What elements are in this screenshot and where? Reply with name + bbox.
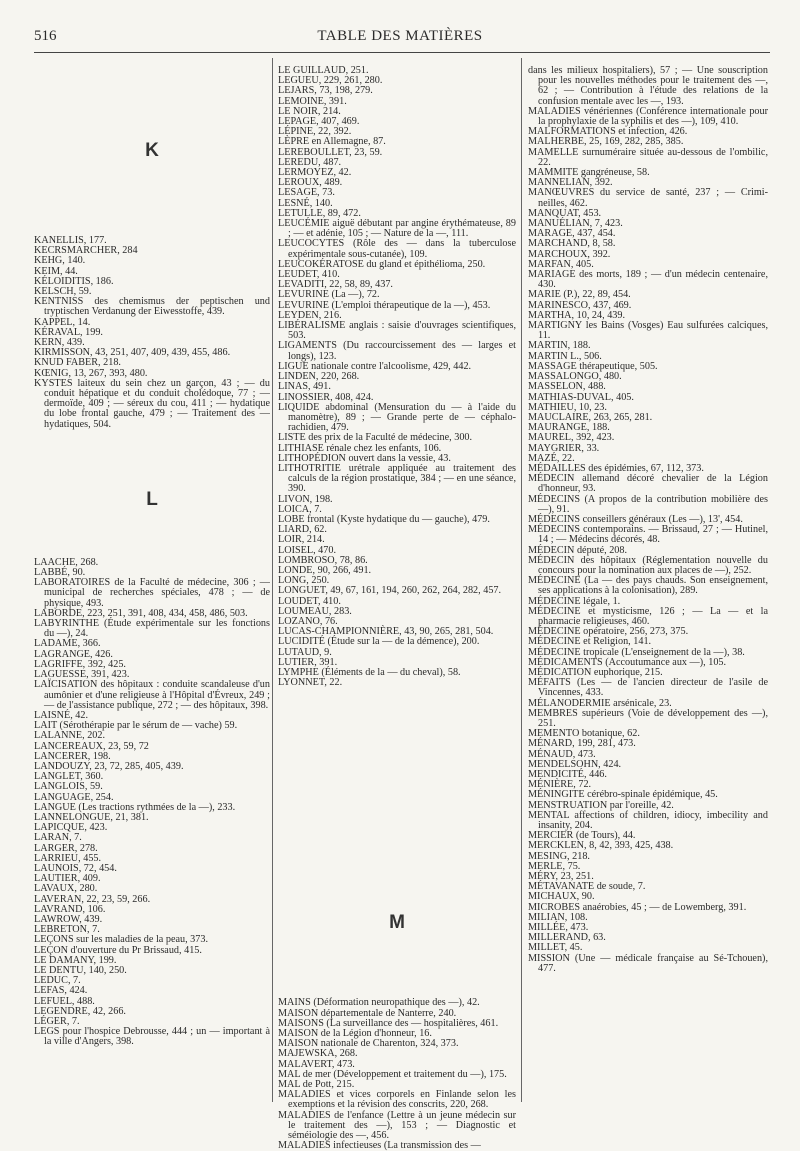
index-entry: LEGENDRE, 42, 266. — [34, 1005, 126, 1017]
index-entry: LITHOTRITIE urétrale appliquée au traitement des calculs de la région prostatique, 384 ; — en une séance, 390. — [278, 462, 516, 495]
index-entry: LIGUE nationale contre l'alcoolisme, 429, 442. — [278, 360, 472, 372]
index-entry: MILLÉE, 473. — [528, 922, 589, 934]
index-entry: LANNELONGUE, 21, 381. — [34, 811, 149, 823]
index-entry: MALHERBE, 25, 169, 282, 285, 385. — [528, 136, 684, 148]
index-entry: MARTIGNY les Bains (Vosges) Eau sulfurées calciques, 11. — [528, 320, 768, 342]
index-entry: LANGUAGE, 254. — [34, 791, 114, 803]
index-entry: LINAS, 491. — [278, 381, 331, 393]
index-entry: MÉDECINE tropicale (L'enseignement de la —), 38. — [528, 646, 745, 658]
index-entry: LEBRETON, 7. — [34, 924, 100, 936]
index-entry: KANELLIS, 177. — [34, 235, 107, 246]
index-entry: LIBÉRALISME anglais : saisie d'ouvrages scientifiques, 503. — [278, 320, 516, 342]
index-entry: MÉDECINS conseillers généraux (Les —), 13', 454. — [528, 513, 743, 525]
index-entry: MAUREL, 392, 423. — [528, 432, 615, 444]
index-entry: MAISONS (La surveillance des — hospitalières, 461. — [278, 1017, 499, 1029]
index-entry: MÉDAILLES des épidémies, 67, 112, 373. — [528, 462, 704, 474]
index-entry: MÉNIÈRE, 72. — [528, 779, 592, 791]
index-entry: MARTHA, 10, 24, 439. — [528, 309, 626, 321]
index-entry: MAISON nationale de Charenton, 324, 373. — [278, 1038, 459, 1050]
index-entry: LEFAS, 424. — [34, 985, 88, 997]
index-entry: KEHG, 140. — [34, 255, 86, 267]
index-entry: MATHIEU, 10, 23. — [528, 401, 607, 413]
index-column-1 — [34, 66, 270, 1048]
index-entry: MÉLANODERMIE arsénicale, 23. — [528, 697, 672, 709]
index-entry: LITHIASE rénale chez les enfants, 106. — [278, 442, 442, 454]
index-entry: LOICA, 7. — [278, 503, 322, 515]
index-entry: LEJARS, 73, 198, 279. — [278, 85, 373, 97]
header-rule — [34, 52, 770, 53]
index-entry: LEVURINE (La —), 72. — [278, 289, 380, 301]
index-entry: KYSTES laiteux du sein chez un garçon, 43 ; — du conduit hépatique et du conduit cholédoque, 77 ; — dermoïde, 409 ; — séreux du cou, 411 ; — hydatique du lobe frontal gauche, 479 ; — Traitement des — hydatiques, 504. — [34, 377, 270, 430]
index-entry: MALAVERT, 473. — [278, 1058, 355, 1070]
index-entry: MAZÉ, 22. — [528, 452, 575, 464]
index-entry: LAGRIFFE, 392, 425. — [34, 658, 126, 670]
page-header — [0, 28, 800, 50]
index-entry: MILIAN, 108. — [528, 911, 588, 923]
index-entry: MALFORMATIONS et infection, 426. — [528, 126, 688, 138]
index-entry: KECRSMARCHER, 284 — [34, 245, 138, 257]
index-entry: LAISNÉ, 42. — [34, 709, 89, 721]
index-entry: MISSION (Une — médicale française au Sé-Tchouen), 477. — [528, 952, 768, 974]
index-entry: LAGRANGE, 426. — [34, 648, 113, 660]
index-entry: LANGLET, 360. — [34, 771, 104, 783]
index-entry: MARFAN, 405. — [528, 258, 594, 270]
index-entry: MÉDECIN allemand décoré chevalier de la Légion d'honneur, 93. — [528, 473, 768, 495]
index-entry: KNUD FABER, 218. — [34, 357, 121, 369]
index-entry: LEUCOKÉRATOSE du gland et épithélioma, 250. — [278, 258, 486, 270]
index-entry: LAVRAND, 106. — [34, 903, 106, 915]
index-entry: LYONNET, 22. — [278, 677, 343, 689]
index-entry: MAYGRIER, 33. — [528, 442, 600, 454]
index-entry: MILLERAND, 63. — [528, 932, 606, 944]
index-entry: LE GUILLAUD, 251. — [278, 65, 369, 76]
index-entry: LYMPHE (Éléments de la — du cheval), 58. — [278, 666, 461, 678]
index-entry: MANNELIAN, 392. — [528, 177, 613, 189]
index-entry: LOUMEAU, 283. — [278, 605, 352, 617]
index-entry: KAPPEL, 14. — [34, 316, 91, 328]
index-entry: LABYRINTHE (Étude expérimentale sur les fonctions du —), 24. — [34, 618, 270, 640]
index-entry: LARRIEU, 455. — [34, 852, 102, 864]
index-entry: LAACHE, 268. — [34, 556, 99, 568]
index-entry: LUCAS-CHAMPIONNIÈRE, 43, 90, 265, 281, 504. — [278, 626, 494, 638]
index-entry: LINDEN, 220, 268. — [278, 371, 360, 383]
index-entry: MÉDICAMENTS (Accoutumance aux —), 105. — [528, 656, 727, 668]
section-letter: K — [145, 139, 159, 161]
section-letter: M — [389, 912, 405, 934]
index-entry: LAUNOIS, 72, 454. — [34, 862, 117, 874]
index-entry: MÉDICATION euphorique, 215. — [528, 666, 663, 678]
index-entry: LEUCÉMIE aiguë débutant par angine érythémateuse, 89 ; — et adénie, 105 ; — Nature de la —, 111. — [278, 218, 516, 240]
index-entry: MÉDECINE légale, 1. — [528, 595, 621, 607]
index-entry: MARIAGE des morts, 189 ; — d'un médecin centenaire, 430. — [528, 269, 768, 291]
index-entry: KÉLOIDITIS, 186. — [34, 275, 114, 287]
index-entry: MAMELLE surnuméraire située au-dessous de l'ombilic, 22. — [528, 146, 768, 168]
index-entry: LINOSSIER, 408, 424. — [278, 391, 374, 403]
index-entry: LESNÉ, 140. — [278, 197, 333, 209]
index-entry: MAURANGE, 188. — [528, 422, 610, 434]
index-entry: LE NOIR, 214. — [278, 105, 341, 117]
index-entry: MAINS (Déformation neuropathique des —), 42. — [278, 997, 480, 1009]
index-entry: LEVURINE (L'emploi thérapeutique de la —), 453. — [278, 299, 491, 311]
index-entry: LISTE des prix de la Faculté de médecine, 300. — [278, 432, 473, 444]
index-entry: LAPICQUE, 423. — [34, 822, 108, 834]
index-entry: LEGS pour l'hospice Debrousse, 444 ; un — important à la ville d'Angers, 398. — [34, 1026, 270, 1048]
index-entry: LOUDET, 410. — [278, 595, 341, 607]
index-entry: LIQUIDE abdominal (Mensuration du — à l'aide du manomètre), 89 ; — Grande perte de — céphalo-rachidien, 479. — [278, 401, 516, 434]
index-entry: MANŒUVRES du service de santé, 237 ; — Crimi-neilles, 462. — [528, 187, 768, 209]
index-entry: MÉDECINE et mysticisme, 126 ; — La — et la pharmacie religieuses, 460. — [528, 605, 768, 627]
index-entry: MASSALONGO, 480. — [528, 371, 622, 383]
index-entry: MÉDECINE (La — des pays chauds. Son enseignement, ses applications à la colonisation), 289. — [528, 575, 768, 597]
index-entry: MENDICITÉ, 446. — [528, 769, 607, 781]
index-entry: LOISEL, 470. — [278, 544, 337, 556]
index-entry: LANGLOIS, 59. — [34, 781, 103, 793]
index-entry: LAWROW, 439. — [34, 913, 103, 925]
index-entry: MARIE (P.), 22, 89, 454. — [528, 289, 631, 301]
index-entry: MICROBES anaérobies, 45 ; — de Lowemberg, 391. — [528, 901, 747, 913]
index-entry: LAUTIER, 409. — [34, 873, 101, 885]
index-entry: LIVON, 198. — [278, 493, 333, 505]
index-entry: KEIM, 44. — [34, 265, 78, 277]
index-entry: LARAN, 7. — [34, 832, 82, 844]
index-entry: MARAGE, 437, 454. — [528, 228, 616, 240]
index-entry: LEROUX, 489. — [278, 177, 343, 189]
section-letter: L — [146, 488, 158, 510]
index-entry: MARCHAND, 8, 58. — [528, 238, 616, 250]
index-entry: LEÇONS sur les maladies de la peau, 373. — [34, 934, 208, 946]
index-entry: MAISON départementale de Nanterre, 240. — [278, 1007, 457, 1019]
index-entry: MASSAGE thérapeutique, 505. — [528, 360, 658, 372]
index-entry: LOBE frontal (Kyste hydatique du — gauche), 479. — [278, 513, 490, 525]
index-entry: MÉRY, 23, 251. — [528, 871, 594, 883]
index-entry: LAVAUX, 280. — [34, 883, 98, 895]
index-entry: MAL de mer (Développement et traitement du —), 175. — [278, 1068, 507, 1080]
page-title: TABLE DES MATIÈRES — [317, 28, 483, 44]
column-divider — [272, 58, 273, 1102]
index-entry: LANDOUZY, 23, 72, 285, 405, 439. — [34, 760, 184, 772]
index-entry: LÈPRE en Allemagne, 87. — [278, 136, 386, 148]
index-entry: LANCEREAUX, 23, 59, 72 — [34, 740, 149, 752]
index-entry: LEYDEN, 216. — [278, 309, 342, 321]
index-entry: MENSTRUATION par l'oreille, 42. — [528, 799, 674, 811]
index-entry: MERCIER (de Tours), 44. — [528, 830, 636, 842]
index-entry: MÉTAVANATE de soude, 7. — [528, 881, 646, 893]
index-entry: LEREDU, 487. — [278, 156, 342, 168]
index-entry: MATHIAS-DUVAL, 405. — [528, 391, 634, 403]
index-entry: KŒNIG, 13, 267, 393, 480. — [34, 367, 148, 379]
index-entry: LUTAUD, 9. — [278, 646, 332, 658]
index-entry: LEREBOULLET, 23, 59. — [278, 146, 383, 158]
index-entry: LOIR, 214. — [278, 534, 325, 546]
index-entry: MASSELON, 488. — [528, 381, 606, 393]
index-entry: LIGAMENTS (Du raccourcissement des — larges et longs), 123. — [278, 340, 516, 362]
index-entry: MAISON de la Légion d'honneur, 16. — [278, 1028, 432, 1039]
index-entry: LE DAMANY, 199. — [34, 954, 117, 966]
index-entry: LABORATOIRES de la Faculté de médecine, 306 ; — municipal de recherches spéciales, 478 ; — de physique, 493. — [34, 577, 270, 609]
index-entry: LONDE, 90, 266, 491. — [278, 564, 372, 576]
index-entry: MEMBRES supérieurs (Voie de développement des —), 251. — [528, 707, 768, 729]
index-entry: MARTIN L., 506. — [528, 350, 602, 362]
index-entry: KIRMISSON, 43, 251, 407, 409, 439, 455, 486. — [34, 347, 231, 359]
index-entry: LOMBROSO, 78, 86. — [278, 554, 368, 566]
column-divider — [521, 58, 522, 1102]
index-entry: LARGER, 278. — [34, 842, 98, 854]
index-entry: LERMOYEZ, 42. — [278, 167, 352, 179]
index-entry: MENTAL affections of children, idiocy, imbecility and insanity, 204. — [528, 809, 768, 832]
index-entry: LANGUE (Les tractions rythmées de la —), 233. — [34, 801, 236, 813]
index-entry: MALADIES vénériennes (Conférence internationale pour la prophylaxie de la syphilis et des —), 109, 410. — [528, 105, 768, 128]
index-entry: LETULLE, 89, 472. — [278, 207, 361, 219]
index-column-3 — [528, 66, 768, 974]
index-entry: LAÏCISATION des hôpitaux : conduite scandaleuse d'un aumônier et d'une religieuse à l'Hôpital d'Évreux, 249 ; — de l'assistance publique, 272 ; — des hôpitaux, 398. — [34, 679, 270, 711]
index-entry: MEMENTO botanique, 62. — [528, 728, 640, 740]
index-entry: dans les milieux hospitaliers), 57 ; — Une souscription pour les nouvelles méthodes pour le traitement des —, 62 ; — Contribution à l'étude des relations de la confusion mentale avec les —, 193. — [528, 65, 768, 107]
index-entry: LABBÉ, 90. — [34, 567, 86, 579]
index-entry: LESAGE, 73. — [278, 187, 335, 199]
index-entry: LADAME, 366. — [34, 638, 101, 650]
index-entry: MALADIES de l'enfance (Lettre à un jeune médecin sur le traitement des —), 153 ; — Diagnostic et séméiologie des —, 456. — [278, 1109, 516, 1142]
index-entry: KÉRAVAL, 199. — [34, 326, 103, 338]
index-entry: LOZANO, 76. — [278, 615, 338, 627]
index-entry: MAL de Pott, 215. — [278, 1079, 355, 1091]
index-entry: MÉNAUD, 473. — [528, 748, 596, 760]
index-entry: KENTNISS des chemismus der peptischen und tryptischen Verdanung der Eiwesstoffe, 439. — [34, 296, 270, 318]
index-entry: LEVADITI, 22, 58, 89, 437. — [278, 279, 393, 291]
index-entry: LEDUC, 7. — [34, 975, 81, 987]
index-entry: MÉDECIN des hôpitaux (Réglementation nouvelle du concours pour la nomination aux places de —), 252. — [528, 554, 768, 576]
index-entry: MAMMITE gangréneuse, 58. — [528, 167, 650, 179]
index-entry: LUCIDITÉ (Étude sur la — de la démence), 200. — [278, 636, 480, 648]
index-entry: MÉDECINS (A propos de la contribution mobilière des —), 91. — [528, 493, 768, 515]
index-entry: MAJEWSKA, 268. — [278, 1048, 358, 1060]
index-entry: MALADIES infectieuses (La transmission des — — [278, 1140, 481, 1151]
index-entry: LEGUEU, 229, 261, 280. — [278, 75, 383, 87]
index-entry: KERN, 439. — [34, 337, 85, 349]
index-entry: LIARD, 62. — [278, 524, 327, 536]
index-entry: MENDELSOHN, 424. — [528, 758, 622, 770]
page-number: 516 — [34, 28, 57, 44]
index-entry: MILLET, 45. — [528, 942, 583, 954]
index-entry: LABORDE, 223, 251, 391, 408, 434, 458, 486, 503. — [34, 607, 248, 619]
index-entry: MÉDECINE et Religion, 141. — [528, 636, 652, 648]
index-entry: LALANNE, 202. — [34, 730, 106, 742]
index-entry: KELSCH, 59. — [34, 286, 92, 298]
index-entry: LE DENTU, 140, 250. — [34, 964, 127, 976]
index-entry: MÉNINGITE cérébro-spinale épidémique, 45. — [528, 789, 718, 801]
index-entry: LITHOPÉDION ouvert dans la vessie, 43. — [278, 452, 451, 464]
index-entry: MERLE, 75. — [528, 860, 581, 872]
index-entry: MARINESCO, 437, 469. — [528, 299, 632, 311]
index-entry: LEÇON d'ouverture du Pr Brissaud, 415. — [34, 944, 202, 956]
index-entry: LEPAGE, 407, 469. — [278, 116, 360, 128]
index-entry: MANUÉLIAN, 7, 423. — [528, 218, 623, 230]
index-entry: LÉPINE, 22, 392. — [278, 126, 352, 138]
index-entry: MESING, 218. — [528, 850, 590, 862]
index-entry: MÉDECINS contemporains. — Brissaud, 27 ; — Hutinel, 14 ; — Médecins décorés, 48. — [528, 524, 768, 546]
index-entry: MANQUAT, 453. — [528, 207, 602, 219]
index-entry: LÉGER, 7. — [34, 1016, 80, 1027]
index-entry: MAUCLAIRE, 263, 265, 281. — [528, 411, 653, 423]
index-entry: LAVERAN, 22, 23, 59, 266. — [34, 893, 151, 905]
index-entry: MARTIN, 188. — [528, 340, 591, 352]
index-entry: MÉDECIN député, 208. — [528, 544, 628, 556]
index-entry: LEUDET, 410. — [278, 269, 340, 281]
index-entry: MÉDECINE opératoire, 256, 273, 375. — [528, 626, 689, 638]
index-column-2 — [278, 66, 516, 1151]
index-entry: LANCERER, 198. — [34, 750, 111, 762]
index-entry: MÉFAITS (Les — de l'ancien directeur de l'asile de Vincennes, 433. — [528, 677, 768, 699]
index-entry: MALADIES et vices corporels en Finlande selon les exemptions et la révision des conscrits, 220, 268. — [278, 1089, 516, 1111]
index-entry: LONGUET, 49, 67, 161, 194, 260, 262, 264, 282, 457. — [278, 585, 502, 597]
index-entry: MICHAUX, 90. — [528, 891, 595, 903]
index-entry: LAGUESSE, 391, 423. — [34, 669, 130, 681]
index-entry: MÉNARD, 199, 281, 473. — [528, 738, 636, 750]
index-entry: MERCKLEN, 8, 42, 393, 425, 438. — [528, 840, 674, 852]
index-entry: LUTIER, 391. — [278, 656, 338, 668]
index-entry: LEUCOCYTES (Rôle des — dans la tuberculose expérimentale sous-cutanée), 109. — [278, 238, 516, 260]
index-entry: LEFUEL, 488. — [34, 995, 95, 1007]
index-entry: LAIT (Sérothérapie par le sérum de — vache) 59. — [34, 720, 238, 732]
index-entry: MARCHOUX, 392. — [528, 248, 611, 260]
index-entry: LONG, 250. — [278, 575, 330, 587]
index-entry: LEMOINE, 391. — [278, 95, 347, 107]
